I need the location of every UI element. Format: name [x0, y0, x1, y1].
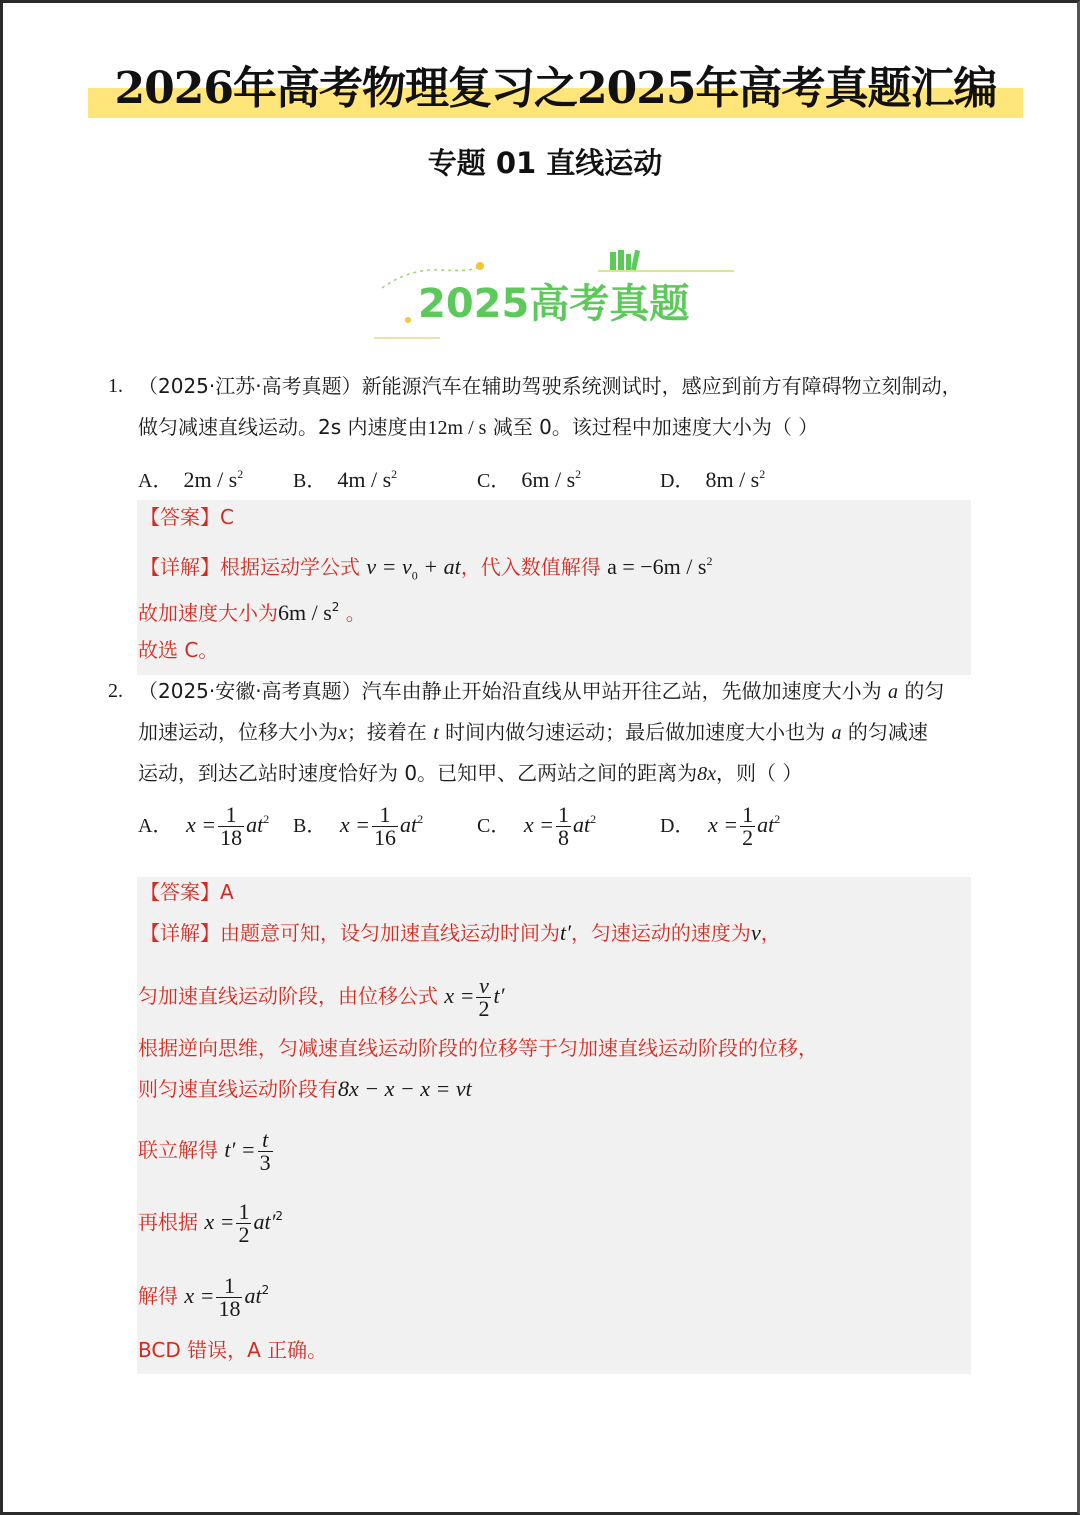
formula-part: x =	[204, 1209, 235, 1234]
formula-part: v = v	[366, 554, 412, 579]
answer-box-1	[137, 500, 971, 675]
option-value: 6m / s	[521, 467, 576, 492]
numerator: 1	[218, 804, 244, 827]
detail-line-1	[140, 918, 781, 948]
detail-line-6	[138, 1201, 283, 1246]
numerator: 1	[742, 802, 754, 828]
exponent: 2	[590, 812, 597, 826]
text-segment: 再根据	[138, 1210, 198, 1234]
choice-line: 故选 C。	[138, 638, 219, 662]
formula-part: x =	[523, 812, 554, 837]
denominator: 16	[373, 825, 396, 851]
text-segment: 【详解】由题意可知，设匀加速直线运动时间为	[140, 921, 560, 945]
formula-part: t′ =	[224, 1137, 256, 1162]
exponent: 2	[759, 467, 766, 481]
exponent: 2	[261, 1283, 270, 1297]
formula-part: at	[757, 812, 775, 837]
text-segment: 的匀	[904, 679, 945, 703]
denominator: 2	[478, 996, 490, 1021]
text-segment: 则匀速直线运动阶段有	[138, 1077, 338, 1101]
option-d[interactable]	[660, 804, 780, 849]
detail-line-8: BCD 错误，A 正确。	[138, 1338, 328, 1362]
numerator: 1	[238, 1199, 250, 1224]
formula-part: 6m / s	[278, 600, 332, 625]
text-segment: 时间内做匀速运动；最后做加速度大小也为	[445, 720, 826, 744]
formula-part: at	[246, 812, 264, 837]
option-b[interactable]	[293, 804, 423, 849]
result-formula	[607, 554, 712, 579]
numerator: t	[258, 1129, 273, 1152]
page-title: 2026年高考物理复习之2025年高考真题汇编	[114, 63, 997, 114]
formula-part: x =	[185, 812, 217, 837]
variable: t	[433, 722, 439, 744]
formula-part: at	[399, 812, 418, 837]
numerator: 1	[557, 802, 569, 828]
exponent: 2	[237, 467, 244, 481]
question-number: 2.	[108, 680, 123, 702]
denominator: 18	[218, 1296, 241, 1321]
fraction	[556, 804, 571, 849]
option-c[interactable]	[477, 459, 581, 496]
text-segment: 减至 0。该过程中加速度大小为（ ）	[486, 415, 819, 439]
denominator: 2	[742, 825, 754, 851]
denominator: 3	[259, 1150, 271, 1175]
answer-box-2	[137, 877, 971, 1374]
formula-part: a = −6m / s	[607, 554, 707, 579]
answer-line: 【答案】C	[140, 505, 234, 529]
numerator: v	[476, 975, 491, 998]
fraction	[740, 804, 755, 849]
formula-part: t′	[493, 983, 505, 1008]
text-segment: ，	[760, 921, 781, 945]
question-number: 1.	[108, 375, 123, 397]
question-text-line1: （2025·江苏·高考真题）新能源汽车在辅助驾驶系统测试时，感应到前方有障碍物立刻制动，	[138, 374, 962, 398]
option-label: D．	[660, 470, 695, 492]
exponent: 2	[331, 600, 340, 614]
exponent: 2	[774, 812, 781, 826]
text-segment: 联立解得	[138, 1138, 218, 1162]
detail-line-2	[138, 975, 504, 1020]
formula-part: + at	[417, 554, 461, 579]
detail-line	[140, 546, 712, 590]
exam-badge	[370, 240, 740, 344]
option-label: C．	[477, 815, 511, 837]
denominator: 2	[238, 1222, 250, 1247]
denominator: 8	[557, 825, 569, 851]
magnitude-line	[138, 592, 366, 628]
detail-line-4	[138, 1074, 472, 1104]
option-value: 4m / s	[337, 467, 392, 492]
option-d[interactable]	[660, 459, 765, 496]
option-label: C．	[477, 470, 511, 492]
option-value: 8m / s	[705, 467, 760, 492]
option-value: 2m / s	[183, 467, 238, 492]
text-segment: 故加速度大小为	[138, 601, 278, 625]
exponent: 2	[275, 1209, 284, 1223]
text-segment: 。	[339, 601, 366, 625]
text-segment: ；接着在	[346, 720, 427, 744]
exponent: 2	[575, 467, 582, 481]
fraction	[372, 804, 398, 849]
speed-value: 12m / s	[427, 417, 487, 439]
fraction	[258, 1129, 273, 1174]
text-segment: 运动，到达乙站时速度恰好为 0。已知甲、乙两站之间的距离为	[138, 761, 698, 785]
exponent: 2	[263, 812, 270, 826]
subscript: 0	[411, 568, 418, 583]
question-text-line1	[138, 671, 944, 713]
option-a[interactable]	[138, 804, 269, 849]
exponent: 2	[417, 812, 424, 826]
exponent: 2	[391, 467, 398, 481]
detail-line-5	[138, 1129, 275, 1174]
option-c[interactable]	[477, 804, 596, 849]
text-segment: ，匀速运动的速度为	[570, 921, 751, 945]
variable: a	[887, 681, 898, 703]
question-text-line3	[138, 753, 802, 795]
option-label: A．	[138, 470, 173, 492]
option-label: B．	[293, 470, 327, 492]
equation: 8x − x − x = vt	[338, 1076, 472, 1101]
denominator: 18	[220, 825, 243, 851]
numerator: 1	[216, 1275, 242, 1298]
option-b[interactable]	[293, 459, 397, 496]
title-block	[88, 58, 1023, 120]
variable: t′	[560, 920, 571, 945]
text-segment: （2025·安徽·高考真题）汽车由静止开始沿直线从甲站开往乙站，先做加速度大小为	[138, 679, 882, 703]
detail-line-3: 根据逆向思维，匀减速直线运动阶段的位移等于匀加速直线运动阶段的位移，	[138, 1036, 818, 1060]
text-segment: 解得	[138, 1284, 178, 1308]
fraction	[216, 1275, 242, 1320]
answer-line: 【答案】A	[140, 880, 234, 904]
text-segment: 做匀减速直线运动。2s 内速度由	[138, 415, 428, 439]
option-a[interactable]	[138, 459, 243, 496]
option-label: A．	[138, 815, 173, 837]
text-segment: ，则（ ）	[715, 761, 803, 785]
formula-part: at	[572, 812, 591, 837]
question-text-line2	[138, 407, 818, 449]
text-segment: 加速运动，位移大小为	[138, 720, 338, 744]
fraction	[476, 975, 491, 1020]
option-label: D．	[660, 815, 695, 837]
exponent: 2	[706, 554, 713, 568]
formula-part: x =	[339, 812, 370, 837]
formula	[366, 554, 461, 583]
fraction	[218, 804, 244, 849]
numerator: 1	[372, 804, 398, 827]
topic-subtitle: 专题 01 直线运动	[427, 146, 663, 180]
text-segment: ，代入数值解得	[460, 555, 601, 579]
variable: x	[338, 722, 347, 744]
variable: v	[750, 920, 761, 945]
question-text-line2	[138, 712, 928, 754]
badge-text: 2025高考真题	[418, 281, 690, 327]
variable: a	[831, 722, 842, 744]
option-label: B．	[293, 815, 327, 837]
formula-part: x =	[444, 983, 475, 1008]
formula-part: at	[244, 1283, 262, 1308]
fraction	[236, 1201, 251, 1246]
text-segment: 【详解】根据运动学公式	[140, 555, 360, 579]
text-segment: 匀加速直线运动阶段，由位移公式	[138, 984, 438, 1008]
detail-line-7	[138, 1275, 269, 1320]
formula-part: at′	[253, 1209, 276, 1234]
variable: 8x	[697, 763, 716, 785]
text-segment: 的匀减速	[847, 720, 928, 744]
formula-part: x =	[184, 1283, 215, 1308]
formula-part: x =	[707, 812, 739, 837]
